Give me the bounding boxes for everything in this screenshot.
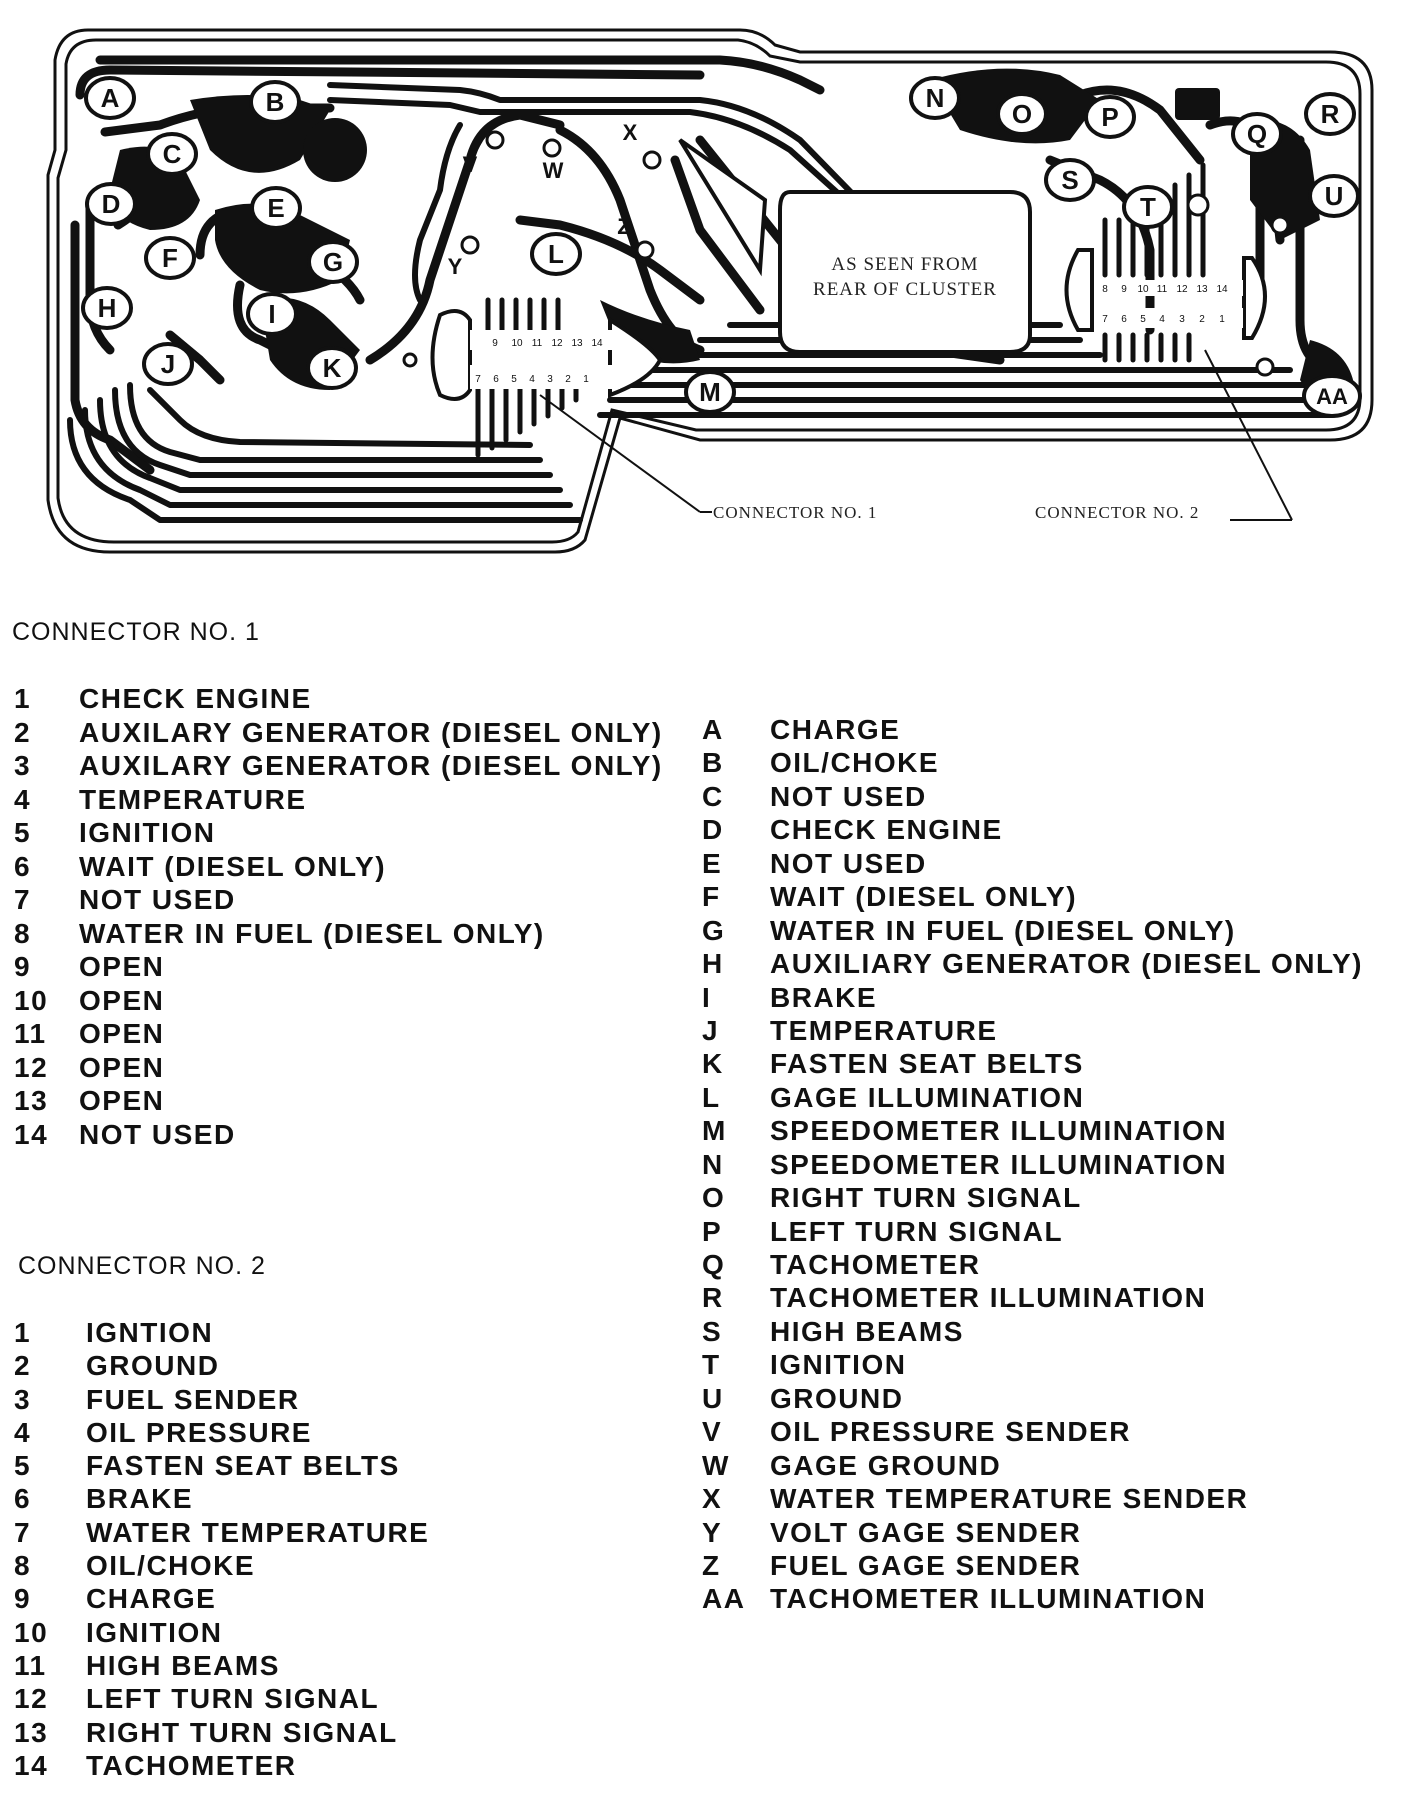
pin-letter: D	[101, 189, 121, 219]
list-item	[702, 1014, 1363, 1047]
item-key: 14	[14, 1118, 49, 1150]
item-label: CHARGE	[770, 714, 901, 745]
list-item	[702, 914, 1363, 947]
conn1-bottom-3: 3	[547, 374, 553, 385]
list-item	[14, 783, 663, 817]
list-item	[702, 813, 1363, 846]
item-key: T	[702, 1349, 721, 1381]
item-key: G	[702, 914, 726, 946]
item-key: W	[702, 1449, 730, 1481]
item-key: C	[702, 780, 724, 812]
list-item	[14, 1449, 429, 1482]
pin-letter: J	[160, 349, 176, 379]
connector-2-title: CONNECTOR NO. 2	[18, 1252, 266, 1280]
item-label: TEMPERATURE	[79, 783, 307, 815]
item-label: OIL/CHOKE	[770, 747, 940, 779]
conn1-bottom-1: 1	[583, 374, 589, 385]
item-label: OPEN	[79, 951, 165, 982]
conn2-bottom-3: 3	[1179, 314, 1185, 325]
item-key: 7	[14, 884, 32, 915]
list-item	[14, 984, 663, 1018]
item-key: 4	[14, 783, 32, 815]
list-item	[14, 1316, 429, 1349]
list-item	[14, 1616, 429, 1649]
list-item	[14, 1051, 663, 1085]
pin-U	[1310, 176, 1358, 216]
pin-letter: M	[699, 377, 721, 407]
item-label: HIGH BEAMS	[770, 1315, 964, 1347]
item-key: 2	[14, 1350, 32, 1382]
pin-letter: P	[1101, 102, 1119, 132]
item-label: CHECK ENGINE	[79, 683, 312, 714]
conn2-top-11: 11	[1156, 284, 1168, 295]
sender-letter-W: W	[542, 158, 564, 183]
item-key: K	[702, 1048, 724, 1080]
pin-letter: I	[268, 299, 276, 329]
list-item	[702, 1281, 1363, 1314]
plate-text-line2: REAR OF CLUSTER	[813, 279, 997, 300]
item-label: SPEEDOMETER ILLUMINATION	[770, 1148, 1228, 1180]
conn1-top-9: 9	[492, 338, 498, 349]
item-label: IGNITION	[79, 817, 216, 848]
list-item	[702, 1081, 1363, 1114]
item-label: IGNTION	[86, 1317, 214, 1348]
item-key: 12	[14, 1683, 49, 1715]
item-key: 11	[14, 1649, 47, 1681]
item-label: WATER IN FUEL (DIESEL ONLY)	[79, 917, 545, 949]
conn1-top-14: 14	[591, 338, 603, 349]
list-item	[14, 1349, 429, 1382]
item-label: VOLT GAGE SENDER	[770, 1516, 1082, 1548]
list-item	[702, 1248, 1363, 1281]
item-label: BRAKE	[86, 1483, 194, 1515]
item-label: CHECK ENGINE	[770, 814, 1003, 846]
conn1-top-11: 11	[531, 338, 543, 349]
item-key: 6	[14, 1483, 32, 1515]
item-key: 9	[14, 951, 32, 982]
conn1-bottom-4: 4	[529, 374, 535, 385]
list-item	[702, 847, 1363, 880]
pin-Q	[1233, 114, 1281, 154]
item-key: AA	[702, 1583, 746, 1615]
list-item	[702, 1215, 1363, 1248]
item-label: OIL PRESSURE	[86, 1416, 312, 1448]
list-item	[702, 1449, 1363, 1482]
pin-letter: G	[322, 247, 344, 277]
callout-connector-2: CONNECTOR NO. 2	[1035, 503, 1200, 522]
item-key: V	[702, 1416, 723, 1448]
item-key: 2	[14, 716, 32, 748]
list-item	[702, 1582, 1363, 1615]
pin-letter: F	[162, 243, 178, 273]
item-key: 9	[14, 1583, 32, 1615]
pin-letter: L	[548, 239, 564, 269]
list-item	[702, 880, 1363, 913]
item-label: FUEL SENDER	[86, 1383, 300, 1415]
item-key: M	[702, 1115, 727, 1147]
item-label: WATER TEMPERATURE	[86, 1516, 430, 1548]
item-key: B	[702, 747, 724, 779]
list-item	[702, 947, 1363, 980]
item-label: OPEN	[79, 984, 165, 1016]
conn1-top-10: 10	[511, 338, 523, 349]
pin-AA	[1304, 376, 1360, 416]
item-label: GAGE ILLUMINATION	[770, 1081, 1085, 1113]
list-item	[702, 1549, 1363, 1582]
conn2-bottom-6: 6	[1121, 314, 1127, 325]
list-item	[14, 1582, 429, 1615]
item-key: 14	[14, 1749, 49, 1781]
conn1-bottom-5: 5	[511, 374, 517, 385]
list-item	[14, 950, 663, 984]
item-key: 13	[14, 1085, 49, 1116]
item-label: FUEL GAGE SENDER	[770, 1549, 1082, 1581]
pin-letter: T	[1140, 192, 1156, 222]
list-item	[14, 1482, 429, 1515]
item-key: A	[702, 714, 724, 745]
pin-S	[1046, 160, 1094, 200]
list-item	[14, 883, 663, 917]
item-label: TEMPERATURE	[770, 1014, 998, 1046]
item-key: 3	[14, 750, 32, 781]
item-label: AUXILARY GENERATOR (DIESEL ONLY)	[79, 750, 663, 781]
item-label: NOT USED	[770, 847, 927, 879]
sender-letter-Z: Z	[617, 214, 631, 239]
item-label: TACHOMETER ILLUMINATION	[770, 1282, 1207, 1314]
list-item	[14, 749, 663, 783]
item-label: OIL/CHOKE	[86, 1550, 256, 1582]
list-item	[702, 1047, 1363, 1080]
item-label: BRAKE	[770, 981, 878, 1013]
item-label: IGNITION	[86, 1616, 223, 1648]
conn1-bottom-6: 6	[493, 374, 499, 385]
item-label: NOT USED	[79, 1118, 236, 1150]
conn2-top-9: 9	[1121, 284, 1127, 295]
item-label: NOT USED	[770, 780, 927, 812]
pin-letter: AA	[1316, 384, 1348, 409]
pin-J	[144, 344, 192, 384]
pin-letter: H	[97, 293, 117, 323]
item-key: 10	[14, 1616, 49, 1648]
item-label: FASTEN SEAT BELTS	[770, 1048, 1084, 1080]
item-key: 4	[14, 1416, 32, 1448]
list-item	[14, 1118, 663, 1152]
list-item	[702, 1148, 1363, 1181]
item-key: J	[702, 1014, 720, 1046]
pin-letter: B	[265, 87, 285, 117]
item-key: 10	[14, 984, 49, 1016]
pin-letter: A	[100, 83, 120, 113]
list-item	[14, 682, 663, 716]
list-item	[14, 1383, 429, 1416]
list-item	[14, 716, 663, 750]
item-key: R	[702, 1282, 724, 1314]
item-key: 8	[14, 1550, 32, 1582]
conn1-top-12: 12	[551, 338, 563, 349]
item-key: 5	[14, 817, 32, 848]
item-label: AUXILIARY GENERATOR (DIESEL ONLY)	[770, 948, 1363, 980]
sender-letter-X: X	[622, 120, 638, 145]
pin-letter: C	[162, 139, 182, 169]
item-key: X	[702, 1483, 723, 1515]
item-label: RIGHT TURN SIGNAL	[770, 1182, 1082, 1214]
item-label: LEFT TURN SIGNAL	[86, 1683, 380, 1715]
item-key: 1	[14, 683, 32, 714]
item-label: WAIT (DIESEL ONLY)	[79, 850, 387, 882]
item-key: E	[702, 847, 723, 879]
pin-I	[248, 294, 296, 334]
pin-H	[83, 288, 131, 328]
item-label: FASTEN SEAT BELTS	[86, 1450, 400, 1482]
item-label: IGNITION	[770, 1349, 907, 1381]
conn2-top-8: 8	[1102, 284, 1108, 295]
sender-letter-V: V	[462, 152, 478, 177]
list-item	[14, 1549, 429, 1582]
item-label: CHARGE	[86, 1583, 217, 1615]
item-key: Y	[702, 1516, 723, 1548]
list-item	[14, 1649, 429, 1682]
pin-letter: N	[925, 83, 945, 113]
item-label: OPEN	[79, 1018, 165, 1049]
pin-letter: Q	[1246, 119, 1268, 149]
pin-letter: O	[1011, 99, 1033, 129]
pin-E	[252, 188, 300, 228]
item-label: AUXILARY GENERATOR (DIESEL ONLY)	[79, 716, 663, 748]
conn1-bottom-2: 2	[565, 374, 571, 385]
conn1-bottom-7: 7	[475, 374, 481, 385]
conn2-top-10: 10	[1137, 284, 1149, 295]
item-key: 11	[14, 1018, 47, 1049]
pin-N	[911, 78, 959, 118]
item-label: OPEN	[79, 1051, 165, 1083]
item-key: U	[702, 1382, 724, 1414]
connector-1-title: CONNECTOR NO. 1	[12, 618, 260, 646]
list-item	[702, 981, 1363, 1014]
pin-letter: E	[267, 193, 285, 223]
list-item	[702, 780, 1363, 813]
item-label: GAGE GROUND	[770, 1449, 1002, 1481]
item-label: HIGH BEAMS	[86, 1649, 280, 1681]
item-label: LEFT TURN SIGNAL	[770, 1215, 1064, 1247]
list-item	[702, 746, 1363, 779]
item-label: WATER TEMPERATURE SENDER	[770, 1483, 1249, 1515]
item-label: SPEEDOMETER ILLUMINATION	[770, 1115, 1228, 1147]
rear-cluster-plate	[780, 192, 1030, 352]
connector-2-list	[14, 1316, 429, 1782]
pin-C	[148, 134, 196, 174]
conn2-bottom-4: 4	[1159, 314, 1165, 325]
conn2-bottom-7: 7	[1102, 314, 1108, 325]
item-key: 5	[14, 1450, 32, 1482]
item-key: L	[702, 1081, 721, 1113]
item-label: TACHOMETER ILLUMINATION	[770, 1583, 1207, 1615]
item-key: F	[702, 881, 721, 913]
list-item	[14, 1749, 429, 1782]
list-item	[702, 1348, 1363, 1381]
item-key: S	[702, 1315, 723, 1347]
item-key: Q	[702, 1249, 726, 1280]
list-item	[14, 1017, 663, 1051]
item-label: GROUND	[86, 1350, 220, 1382]
item-key: 12	[14, 1051, 49, 1083]
conn2-top-14: 14	[1216, 284, 1228, 295]
printed-circuit-diagram	[0, 0, 1408, 560]
list-item	[702, 1482, 1363, 1515]
item-label: OPEN	[79, 1085, 165, 1116]
pin-letter: S	[1061, 165, 1079, 195]
pin-G	[309, 242, 357, 282]
pin-L	[532, 234, 580, 274]
item-key: O	[702, 1182, 726, 1214]
conn2-top-12: 12	[1176, 284, 1188, 295]
item-key: 1	[14, 1317, 32, 1348]
item-label: WATER IN FUEL (DIESEL ONLY)	[770, 914, 1236, 946]
pin-F	[146, 238, 194, 278]
pin-A	[86, 78, 134, 118]
pin-O	[998, 94, 1046, 134]
item-key: 8	[14, 917, 32, 949]
pin-letter: U	[1324, 181, 1344, 211]
item-label: WAIT (DIESEL ONLY)	[770, 881, 1078, 913]
pin-letter: R	[1320, 99, 1340, 129]
item-key: I	[702, 981, 712, 1013]
conn2-top-13: 13	[1196, 284, 1208, 295]
item-label: RIGHT TURN SIGNAL	[86, 1716, 398, 1748]
pin-D	[87, 184, 135, 224]
list-item	[14, 816, 663, 850]
list-item	[14, 1084, 663, 1118]
pin-M	[686, 372, 734, 412]
pin-K	[308, 348, 356, 388]
item-key: D	[702, 814, 724, 846]
list-item	[14, 850, 663, 884]
item-label: TACHOMETER	[86, 1749, 297, 1781]
connector-1-list	[14, 682, 663, 1151]
list-item	[14, 1416, 429, 1449]
item-key: 6	[14, 850, 32, 882]
list-item	[702, 1181, 1363, 1214]
pin-R	[1306, 94, 1354, 134]
item-label: TACHOMETER	[770, 1249, 981, 1280]
list-item	[702, 1315, 1363, 1348]
list-item	[702, 1516, 1363, 1549]
sender-letter-Y: Y	[447, 254, 463, 279]
pin-letter-list	[702, 713, 1363, 1616]
conn2-bottom-5: 5	[1140, 314, 1146, 325]
conn1-top-13: 13	[571, 338, 583, 349]
item-key: N	[702, 1148, 724, 1180]
callout-connector-1: CONNECTOR NO. 1	[713, 503, 878, 522]
pin-B	[251, 82, 299, 122]
item-key: 3	[14, 1383, 32, 1415]
item-label: NOT USED	[79, 884, 236, 915]
list-item	[702, 1114, 1363, 1147]
list-item	[14, 917, 663, 951]
conn2-bottom-1: 1	[1219, 314, 1225, 325]
item-key: Z	[702, 1549, 721, 1581]
item-label: GROUND	[770, 1382, 904, 1414]
item-label: OIL PRESSURE SENDER	[770, 1416, 1131, 1448]
pin-P	[1086, 97, 1134, 137]
list-item	[702, 1415, 1363, 1448]
plate-text-line1: AS SEEN FROM	[831, 254, 979, 275]
item-key: P	[702, 1215, 723, 1247]
callout-leaders	[540, 350, 1292, 520]
list-item	[14, 1516, 429, 1549]
list-item	[702, 1382, 1363, 1415]
pin-T	[1124, 187, 1172, 227]
conn2-bottom-2: 2	[1199, 314, 1205, 325]
list-item	[14, 1682, 429, 1715]
pin-letter: K	[322, 353, 342, 383]
item-key: 13	[14, 1716, 49, 1748]
item-key: H	[702, 948, 724, 980]
list-item	[702, 713, 1363, 746]
list-item	[14, 1716, 429, 1749]
item-key: 7	[14, 1516, 32, 1548]
